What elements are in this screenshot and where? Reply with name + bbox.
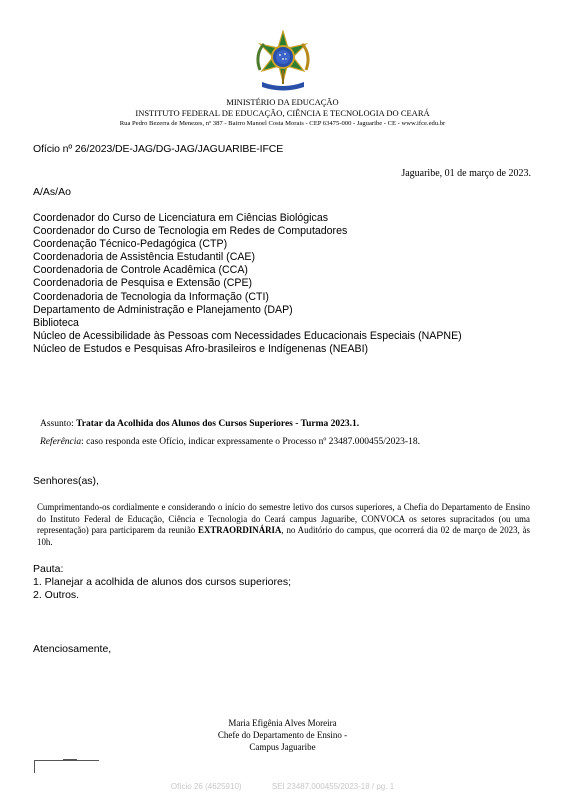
recipient-item: Coordenador do Curso de Licenciatura em Ciências Biológicas xyxy=(33,212,329,224)
recipient-item: Núcleo de Acessibilidade às Pessoas com Necessidades Educacionais Especiais (NAPNE) xyxy=(33,329,462,342)
signatory-unit: Campus Jaguaribe xyxy=(249,742,316,752)
document-number: Ofício nº 26/2023/DE-JAG/DG-JAG/JAGUARIBE-IFCE xyxy=(33,143,284,155)
ministry-heading: MINISTÉRIO DA EDUCAÇÃO xyxy=(226,97,339,107)
footer-process-page: SEI 23487.000455/2023-18 / pg. 1 xyxy=(271,782,395,791)
recipient-item: Departamento de Administração e Planejamento (DAP) xyxy=(33,303,293,316)
body-text-end: , no Auditório do campus, que ocorrerá dia 02 de março de 2023, às 10h. xyxy=(37,525,531,547)
body-paragraph xyxy=(37,502,530,548)
recipient-item: Coordenadoria de Tecnologia da Informação (CTI) xyxy=(33,290,269,303)
document-date: Jaguaribe, 01 de março de 2023. xyxy=(401,168,531,179)
electronic-signature-stamp xyxy=(34,760,99,773)
recipient-item: Coordenadoria de Assistência Estudantil (CAE) xyxy=(33,251,255,264)
body-text-start: Cumprimentando-os cordialmente e considerando o início do semestre letivo dos cursos superiores, a Chefia do Departamento de Ensino do Instituto Federal de Educação, Ciência e Tecnologia do Ceará campus Jaguaribe, CONVOCA os setores supracitados (ou uma representação) para participarem da reunião xyxy=(37,502,530,536)
agenda-item: 1. Planejar a acolhida de alunos dos cursos superiores; xyxy=(33,576,291,588)
reference-line xyxy=(40,437,420,447)
agenda-item: 2. Outros. xyxy=(33,589,80,601)
recipient-item: Núcleo de Estudos e Pesquisas Afro-brasileiros e Indígenenas (NEABI) xyxy=(33,342,369,355)
greeting: Senhores(as), xyxy=(33,475,99,487)
page-footer xyxy=(0,782,565,791)
recipient-item: Coordenador do Curso de Tecnologia em Redes de Computadores xyxy=(33,225,348,238)
subject-text: Tratar da Acolhida dos Alunos dos Cursos Superiores - Turma 2023.1. xyxy=(76,419,360,429)
recipient-salutation: A/As/Ao xyxy=(33,186,71,198)
reference-text: : caso responda este Ofício, indicar expressamente o Processo nº 23487.000455/2023-18. xyxy=(81,437,420,447)
institute-heading: INSTITUTO FEDERAL DE EDUCAÇÃO, CIÊNCIA E TECNOLOGIA DO CEARÁ xyxy=(135,108,430,118)
institute-address: Rua Pedro Bezerra de Menezes, nº 387 - Bairro Manoel Costa Morais - CEP 63475-000 - Jaguaribe - CE - www.ifce.edu.br xyxy=(119,120,446,127)
reference-label: Referência xyxy=(40,437,82,447)
meeting-type: EXTRAORDINÁRIA xyxy=(198,525,282,536)
agenda-label: Pauta: xyxy=(33,563,64,575)
signatory-role: Chefe do Departamento de Ensino - xyxy=(217,730,348,740)
recipient-item: Coordenação Técnico-Pedagógica (CTP) xyxy=(33,238,228,251)
recipient-item: Coordenadoria de Controle Acadêmica (CCA) xyxy=(33,264,248,277)
signatory-name: Maria Efigênia Alves Moreira xyxy=(228,718,337,728)
closing: Atenciosamente, xyxy=(33,643,112,655)
subject-label: Assunto: xyxy=(40,419,74,429)
agenda-list xyxy=(33,576,291,602)
coat-of-arms-emblem xyxy=(252,30,314,94)
recipient-item: Coordenadoria de Pesquisa e Extensão (CPE) xyxy=(33,277,253,290)
recipient-list xyxy=(33,212,462,356)
footer-document-id: Ofício 26 (4625910) xyxy=(170,782,242,791)
subject-line xyxy=(40,419,359,429)
recipient-item: Biblioteca xyxy=(33,316,79,329)
